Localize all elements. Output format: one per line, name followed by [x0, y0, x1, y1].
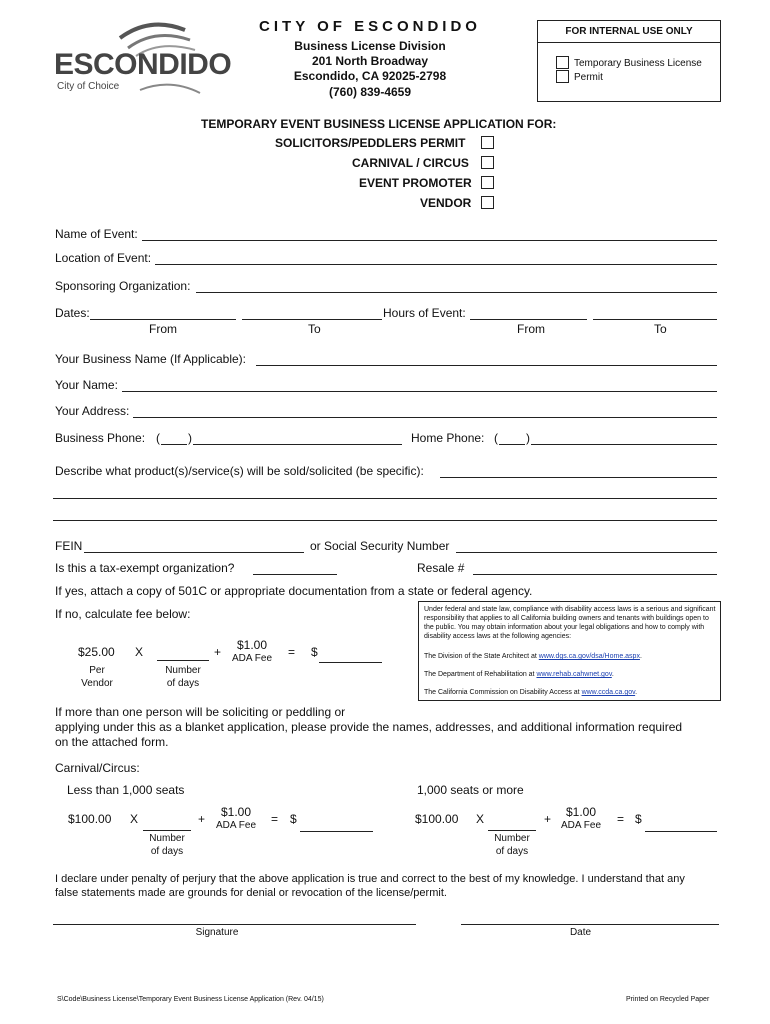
vendor-total-field[interactable]	[319, 662, 382, 663]
ada-paragraph: Under federal and state law, compliance with disability access laws is a serious and significant responsibility that applies to all California building owners and tenants with buildings open to the public. You may obtain information about your legal obligations and how to comply with disability access laws at the following agencies:	[424, 606, 716, 640]
your-address-label: Your Address:	[55, 404, 130, 418]
permit-promoter-label: EVENT PROMOTER	[359, 176, 472, 190]
event-location-field[interactable]	[155, 264, 717, 265]
multi-note-line-1: If more than one person will be soliciting or peddling or	[55, 705, 346, 719]
permit-checkbox[interactable]	[556, 70, 569, 83]
more-total-field[interactable]	[645, 831, 717, 832]
less-days-caption-1: Number	[149, 833, 185, 844]
internal-use-box	[537, 20, 721, 102]
event-location-label: Location of Event:	[55, 251, 152, 265]
vendor-days-field[interactable]	[157, 660, 209, 661]
more-fee-amount: $100.00	[415, 812, 459, 826]
street-address: 201 North Broadway	[311, 54, 429, 68]
ada-item-ccda-text: The California Commission on Disability Access at	[424, 689, 582, 696]
resale-label: Resale #	[417, 561, 465, 575]
vendor-times-sign: X	[135, 645, 144, 659]
dates-label: Dates:	[55, 306, 90, 320]
business-phone-field[interactable]	[193, 444, 402, 445]
permit-label: Permit	[574, 72, 603, 83]
tax-exempt-label: Is this a tax-exempt organization?	[55, 561, 235, 575]
event-name-label: Name of Event:	[55, 227, 138, 241]
ccda-link[interactable]: www.ccda.ca.gov	[581, 689, 636, 696]
declaration-line-1: I declare under penalty of perjury that the above application is true and correct to the best of my knowledge. I understand that any	[55, 873, 685, 885]
logo-tagline: City of Choice	[57, 81, 120, 92]
less-fee-amount: $100.00	[68, 812, 112, 826]
fein-label: FEIN	[55, 539, 83, 553]
signature-caption: Signature	[195, 927, 239, 938]
ssn-label: or Social Security Number	[310, 539, 450, 553]
hours-from-field[interactable]	[470, 319, 587, 320]
your-address-field[interactable]	[133, 417, 717, 418]
city-name: CITY OF ESCONDIDO	[259, 18, 481, 35]
ada-item-ccda	[424, 688, 637, 697]
footer-path: S\Code\Business License\Temporary Event Business License Application (Rev. 04/15)	[57, 996, 324, 1003]
internal-use-title: FOR INTERNAL USE ONLY	[538, 21, 720, 43]
num-days-caption-2: of days	[166, 678, 200, 689]
ada-item-dsa-period: .	[639, 653, 642, 660]
describe-field-1[interactable]	[440, 477, 717, 478]
vendor-fee-amount: $25.00	[78, 645, 115, 659]
describe-field-3[interactable]	[53, 520, 717, 521]
your-name-label: Your Name:	[55, 378, 118, 392]
attach-note: If yes, attach a copy of 501C or appropriate documentation from a state or federal agency.	[55, 584, 533, 598]
logo-wordmark: ESCONDIDO	[54, 48, 232, 81]
vendor-ada-amount: $1.00	[237, 638, 268, 652]
fein-field[interactable]	[84, 552, 304, 553]
business-phone-area-field[interactable]	[161, 444, 187, 445]
ada-item-rehab-period: .	[611, 671, 614, 678]
home-phone-label: Home Phone:	[411, 431, 485, 445]
dsa-link[interactable]: www.dgs.ca.gov/dsa/Home.aspx	[538, 653, 640, 660]
describe-label: Describe what product(s)/service(s) will be sold/solicited (be specific):	[55, 464, 424, 478]
less-seats-label: Less than 1,000 seats	[67, 783, 185, 797]
vendor-ada-label: ADA Fee	[232, 653, 273, 664]
permit-vendor-checkbox[interactable]	[481, 196, 494, 209]
resale-field[interactable]	[473, 574, 717, 575]
ssn-field[interactable]	[456, 552, 717, 553]
office-phone: (760) 839-4659	[328, 85, 412, 99]
business-name-field[interactable]	[256, 365, 717, 366]
temp-license-checkbox[interactable]	[556, 56, 569, 69]
business-phone-open-paren: (	[156, 431, 160, 445]
home-phone-open-paren: (	[494, 431, 498, 445]
hours-to-field[interactable]	[593, 319, 717, 320]
more-days-caption-1: Number	[494, 833, 530, 844]
carnival-heading: Carnival/Circus:	[55, 761, 140, 775]
permit-carnival-checkbox[interactable]	[481, 156, 494, 169]
home-phone-close-paren: )	[526, 431, 530, 445]
permit-carnival-label: CARNIVAL / CIRCUS	[352, 156, 469, 170]
permit-solicitors-label: SOLICITORS/PEDDLERS PERMIT	[275, 136, 466, 150]
date-from-field[interactable]	[90, 319, 236, 320]
temp-license-label: Temporary Business License	[574, 58, 702, 69]
ada-item-dsa-text: The Division of the State Architect at	[424, 653, 539, 660]
if-no-label: If no, calculate fee below:	[55, 607, 191, 621]
less-plus-sign: +	[198, 812, 206, 826]
ada-info-box	[418, 601, 721, 701]
declaration-line-2: false statements made are grounds for denial or revocation of the license/permit.	[55, 887, 447, 899]
less-total-field[interactable]	[300, 831, 373, 832]
form-title: TEMPORARY EVENT BUSINESS LICENSE APPLICATION FOR:	[201, 117, 557, 131]
more-days-caption-2: of days	[495, 846, 529, 857]
city-state-zip: Escondido, CA 92025-2798	[293, 69, 447, 83]
less-ada-label: ADA Fee	[216, 820, 257, 831]
less-times-sign: X	[130, 812, 139, 826]
ada-item-rehab	[424, 670, 614, 679]
sponsor-label: Sponsoring Organization:	[55, 279, 191, 293]
business-phone-close-paren: )	[188, 431, 192, 445]
vendor-plus-sign: +	[214, 645, 222, 659]
less-dollar-sign: $	[290, 812, 297, 826]
more-days-field[interactable]	[488, 830, 536, 831]
num-days-caption-1: Number	[165, 665, 201, 676]
more-ada-amount: $1.00	[566, 805, 597, 819]
date-to-caption: To	[308, 322, 321, 336]
permit-solicitors-checkbox[interactable]	[481, 136, 494, 149]
multi-note-line-3: on the attached form.	[55, 735, 169, 749]
ada-item-rehab-text: The Department of Rehabilitation at	[424, 671, 537, 678]
vendor-dollar-sign: $	[311, 645, 318, 659]
per-vendor-caption-1: Per	[89, 665, 105, 676]
permit-promoter-checkbox[interactable]	[481, 176, 494, 189]
multi-note-line-2: applying under this as a blanket application, please provide the names, addresses, and additional information required	[55, 720, 683, 734]
date-to-field[interactable]	[242, 319, 382, 320]
hours-label: Hours of Event:	[383, 306, 466, 320]
ada-item-ccda-period: .	[635, 689, 638, 696]
your-name-field[interactable]	[122, 391, 717, 392]
date-field[interactable]	[461, 924, 719, 925]
more-equals-sign: =	[617, 812, 625, 826]
date-caption: Date	[569, 927, 592, 938]
describe-field-2[interactable]	[53, 498, 717, 499]
less-ada-amount: $1.00	[221, 805, 252, 819]
footer-recycled: Printed on Recycled Paper	[626, 996, 710, 1003]
less-equals-sign: =	[271, 812, 279, 826]
tax-exempt-field[interactable]	[253, 574, 337, 575]
business-name-label: Your Business Name (If Applicable):	[55, 352, 246, 366]
vendor-equals-sign: =	[288, 645, 296, 659]
more-times-sign: X	[476, 812, 485, 826]
permit-vendor-label: VENDOR	[420, 196, 472, 210]
less-days-field[interactable]	[143, 830, 191, 831]
sponsor-field[interactable]	[196, 292, 717, 293]
division-name: Business License Division	[294, 39, 446, 53]
home-phone-field[interactable]	[531, 444, 717, 445]
event-name-field[interactable]	[142, 240, 717, 241]
ada-item-dsa	[424, 652, 642, 661]
more-ada-label: ADA Fee	[561, 820, 602, 831]
signature-field[interactable]	[53, 924, 416, 925]
business-phone-label: Business Phone:	[55, 431, 146, 445]
per-vendor-caption-2: Vendor	[81, 678, 113, 689]
more-plus-sign: +	[544, 812, 552, 826]
rehab-link[interactable]: www.rehab.cahwnet.gov	[536, 671, 612, 678]
more-dollar-sign: $	[635, 812, 642, 826]
date-from-caption: From	[149, 322, 177, 336]
more-seats-label: 1,000 seats or more	[417, 783, 524, 797]
home-phone-area-field[interactable]	[499, 444, 525, 445]
less-days-caption-2: of days	[150, 846, 184, 857]
hours-to-caption: To	[654, 322, 667, 336]
hours-from-caption: From	[517, 322, 545, 336]
